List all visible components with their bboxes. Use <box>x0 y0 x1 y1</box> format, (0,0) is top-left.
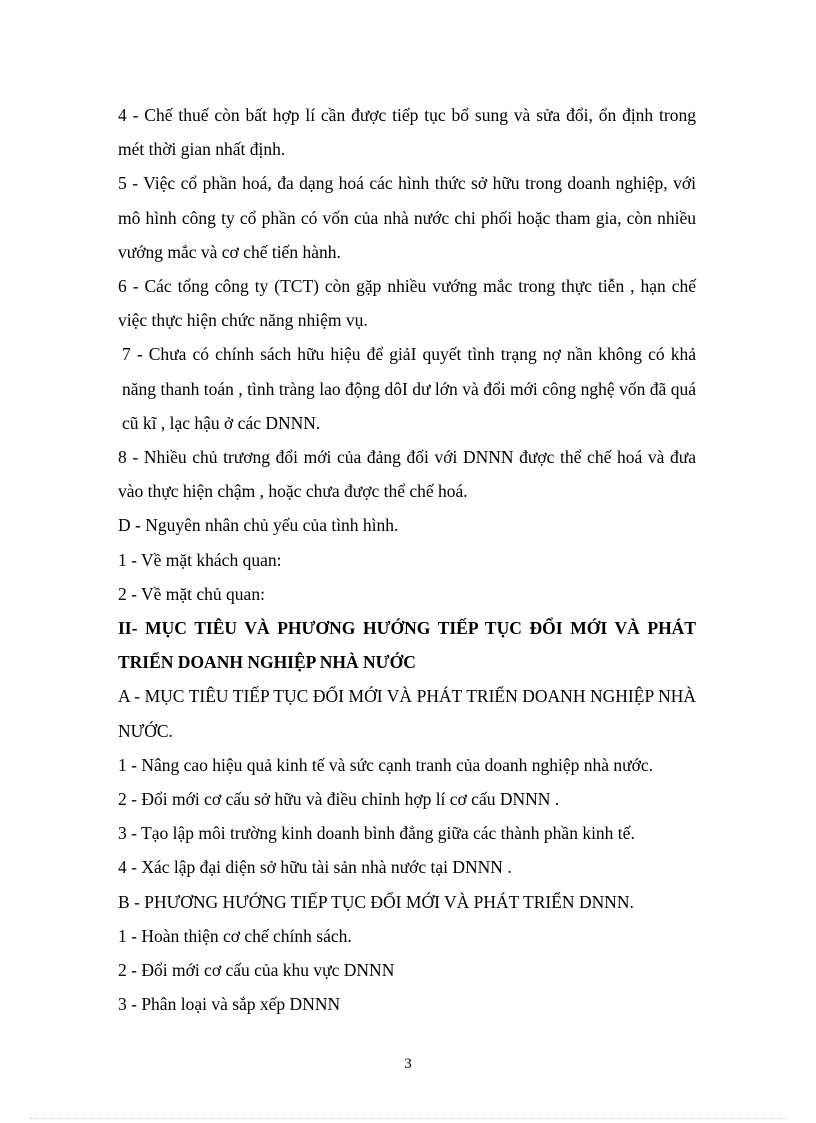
paragraph-item-7: 7 - Chưa có chính sách hữu hiệu để giảI quyết tình trạng nợ nần không có khả năng thanh toán , tình tràng lao động dôI dư lớn và đổi mới công nghệ vốn đã quá cũ kĩ , lạc hậu ở các DNNN. <box>122 344 696 433</box>
direction-item-3: 3 - Phân loại và sắp xếp DNNN <box>118 994 341 1015</box>
section-ii-heading: II- MỤC TIÊU VÀ PHƯƠNG HƯỚNG TIẾP TỤC ĐỔI MỚI VÀ PHÁT TRIỂN DOANH NGHIỆP NHÀ NƯỚC <box>118 618 696 673</box>
page-number: 3 <box>404 1056 412 1072</box>
paragraph-item-6: 6 - Các tổng công ty (TCT) còn gặp nhiều vướng mắc trong thực tiễn , hạn chế việc thực hiện chức năng nhiệm vụ. <box>118 276 696 331</box>
section-d-heading: D - Nguyên nhân chủ yếu của tình hình. <box>118 515 399 536</box>
paragraph-item-5: 5 - Việc cổ phần hoá, đa dạng hoá các hình thức sở hữu trong doanh nghiệp, với mô hình công ty cổ phần có vốn của nhà nước chi phối hoặc tham gia, còn nhiều vướng mắc và cơ chế tiến hành. <box>118 173 696 262</box>
goal-item-3: 3 - Tạo lập môi trường kinh doanh bình đẳng giữa các thành phần kinh tế. <box>118 823 635 844</box>
page-bottom-divider <box>30 1118 786 1119</box>
section-a-heading: A - MỤC TIÊU TIẾP TỤC ĐỔI MỚI VÀ PHÁT TRIỂN DOANH NGHIỆP NHÀ NƯỚC. <box>118 686 696 741</box>
document-body <box>118 98 696 1021</box>
paragraph-item-4: 4 - Chế thuế còn bất hợp lí cần được tiếp tục bổ sung và sửa đổi, ổn định trong mét thời gian nhất định. <box>118 105 696 160</box>
direction-item-2: 2 - Đổi mới cơ cấu của khu vực DNNN <box>118 960 395 981</box>
section-b-heading: B - PHƯƠNG HƯỚNG TIẾP TỤC ĐỔI MỚI VÀ PHÁT TRIỂN DNNN. <box>118 891 634 912</box>
direction-item-1: 1 - Hoàn thiện cơ chế chính sách. <box>118 925 352 946</box>
goal-item-2: 2 - Đổi mới cơ cấu sở hữu và điều chỉnh hợp lí cơ cấu DNNN . <box>118 789 560 810</box>
paragraph-item-8: 8 - Nhiều chủ trương đổi mới của đảng đối với DNNN được thể chế hoá và đưa vào thực hiện chậm , hoặc chưa được thể chế hoá. <box>118 447 696 502</box>
objective-cause-item: 1 - Về mặt khách quan: <box>118 549 282 570</box>
goal-item-4: 4 - Xác lập đại diện sở hữu tài sản nhà nước tại DNNN . <box>118 857 512 878</box>
goal-item-1: 1 - Nâng cao hiệu quả kinh tế và sức cạnh tranh của doanh nghiệp nhà nước. <box>118 754 654 775</box>
subjective-cause-item: 2 - Về mặt chủ quan: <box>118 583 265 604</box>
